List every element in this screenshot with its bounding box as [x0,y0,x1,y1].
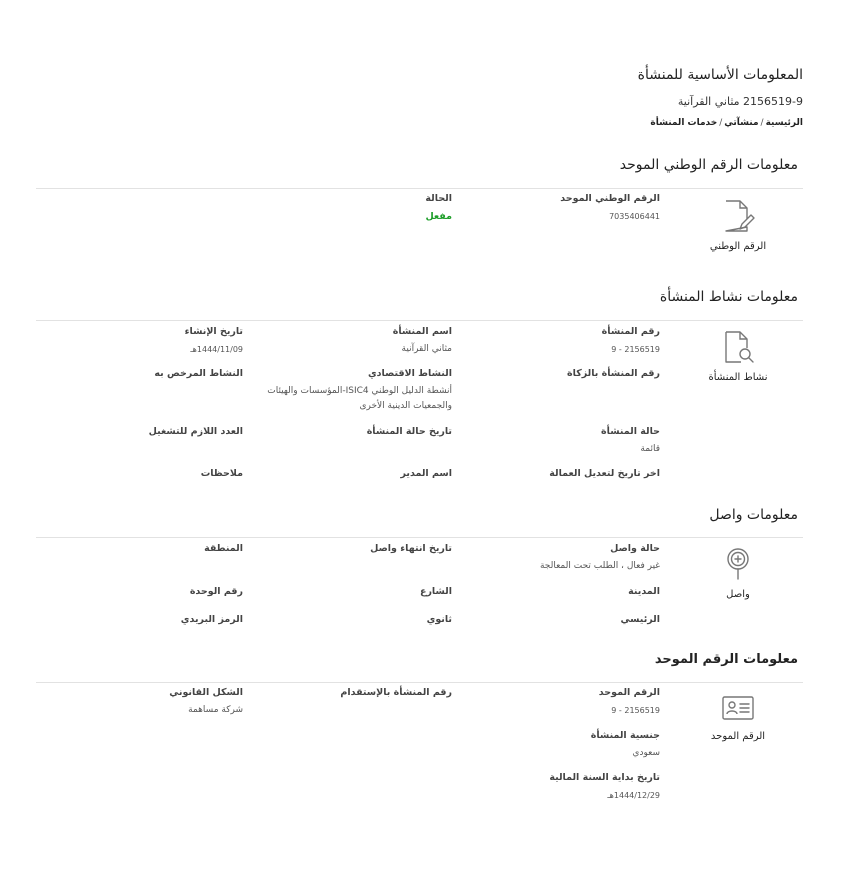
field-primary [450,613,660,630]
field-economic-activity [252,367,452,414]
wasel-label: واصل [726,589,750,600]
field-unified-number [450,686,660,718]
document-search-icon [721,330,755,364]
field-label: الرقم الوطني الموحد [560,193,660,204]
field-value: غير فعال ، الطلب تحت المعالجة [539,561,660,571]
breadcrumb-separator: / [760,118,764,128]
section-title-activity: معلومات نشاط المنشأة [659,289,798,305]
field-label: تاريخ الإنشاء [184,326,243,337]
field-label: اخر تاريخ لتعديل العمالة [549,468,660,479]
field-label: تاريخ حالة المنشأة [366,426,452,437]
national-number-label: الرقم الوطني [709,241,767,252]
section-divider [36,188,803,189]
field-label: الشكل القانوني [169,687,243,698]
field-value: 2156519 - 9 [611,345,660,354]
field-label: الشارع [419,586,452,597]
field-label: رقم الوحدة [189,586,243,597]
field-label: الحالة [425,193,452,204]
field-label: المنطقة [204,543,243,554]
field-legal-form [43,686,243,718]
field-postal-code [43,613,243,630]
field-label: اسم المدير [400,468,452,479]
section-divider [36,537,803,538]
field-label: حالة واصل [610,543,660,554]
field-label: رقم المنشأة بالإستقدام [340,687,452,698]
field-label: تاريخ بداية السنة المالية [549,772,660,783]
field-wasel-expiry [252,542,452,559]
field-street [252,585,452,602]
field-licensed-activity [43,367,243,384]
field-value: 1444/12/29هـ [607,791,660,800]
field-value: 2156519 - 9 [611,706,660,715]
field-nationality [450,729,660,761]
field-label: النشاط المرخص به [154,368,243,379]
breadcrumb [650,118,803,128]
field-value: مثاني القرآنية [401,344,452,354]
field-status-date [252,425,452,442]
field-unit-number [43,585,243,602]
field-value: قائمة [640,444,660,454]
field-label: تاريخ انتهاء واصل [370,543,452,554]
field-creation-date [43,325,243,357]
id-card-icon [721,693,755,723]
field-label: الرمز البريدي [180,614,243,625]
breadcrumb-separator: / [719,118,723,128]
activity-card[interactable] [696,330,780,383]
field-wasel-status [450,542,660,574]
page-title: المعلومات الأساسية للمنشأة [637,67,803,83]
field-label: ملاحظات [200,468,243,479]
activity-label: نشاط المنشأة [708,372,768,383]
field-national-number [450,192,660,224]
field-label: الرئيسي [620,614,660,625]
field-label: المدينة [628,586,660,597]
field-value: شركة مساهمة [188,705,243,715]
breadcrumb-home[interactable]: الرئيسية [765,118,803,128]
field-establishment-name [252,325,452,357]
section-title-national: معلومات الرقم الوطني الموحد [619,157,798,173]
location-pin-icon [721,547,755,581]
field-fiscal-year-start [450,771,660,803]
field-label: رقم المنشأة [601,326,660,337]
field-value: أنشطة الدليل الوطني ISIC4-المؤسسات والهيئات والجمعيات الدينية الأخرى [267,386,452,411]
field-label: جنسية المنشأة [590,730,660,741]
breadcrumb-services[interactable]: خدمات المنشأة [650,118,718,128]
section-title-wasel: معلومات واصل [709,507,798,523]
field-establishment-number [450,325,660,357]
wasel-card[interactable] [696,547,780,600]
field-value: سعودي [632,748,660,758]
unified-number-card[interactable] [696,693,780,742]
field-region [43,542,243,559]
field-label: العدد اللازم للتشغيل [148,426,243,437]
field-manager-name [252,467,452,484]
entity-subtitle: 2156519-9 مثاني القرآنية [677,95,803,108]
field-last-labor-update [450,467,660,484]
field-zakat-number [450,367,660,384]
field-label: الرقم الموحد [598,687,660,698]
section-divider [36,320,803,321]
field-required-workers [43,425,243,442]
field-city [450,585,660,602]
field-secondary [252,613,452,630]
field-label: رقم المنشأة بالزكاة [567,368,660,379]
document-edit-icon [721,199,755,233]
field-value: 1444/11/09هـ [190,345,243,354]
national-number-card[interactable] [696,199,780,252]
status-badge: مفعل [425,211,452,222]
breadcrumb-my-establishments[interactable]: منشآتي [724,118,759,128]
section-divider [36,682,803,683]
field-value: 7035406441 [609,212,660,221]
field-establishment-status [450,425,660,457]
field-notes [43,467,243,484]
field-recruitment-number [252,686,452,703]
unified-number-label: الرقم الموحد [710,731,766,742]
section-title-unified: معلومات الرقم الموحد [654,652,798,667]
field-label: ثانوي [426,614,452,625]
field-label: اسم المنشأة [392,326,452,337]
field-label: حالة المنشأة [601,426,660,437]
field-status [252,192,452,224]
field-label: النشاط الاقتصادي [367,368,452,379]
